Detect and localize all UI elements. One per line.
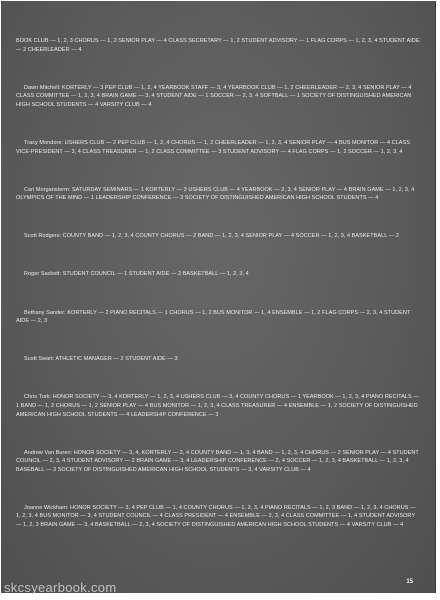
activity-text: HONOR SOCIETY — 3, 4, KORTERLY — 2, 4 COUNTY BAND — 1, 3, 4 BAND — 1, 2, 3, 4 CHORUS — 2 SENIOR PLAY — 4 STUDENT COUNCIL — 2, 3, 4 STUDENT ADVISORY — 2 BRAIN GAME — 3, 4 LEADERSHIP CONFERENCE — 2, 4 SOCCER — 1, 2, 3, 4 BASKETBALL — 1, 2, 3, 4 BASEBALL — 3 SOCIETY OF DISTINGUISHED AMERICAN HIGH SCHOOL STUDENTS — 3, 4 VARSITY CLUB — 4 [16,449,419,473]
student-name: Scott Swart: [24,356,55,363]
activity-entry [16,393,421,419]
activity-entry [16,84,421,110]
activity-text: USHERS CLUB — 2 PEP CLUB — 1, 2, 4 CHORUS — 1, 2 CHEERLEADER — 1, 2, 3, 4 SENIOR PLAY — 4 BUS MONITOR — 4 CLASS VICE-PRESIDENT — 3, 4 CLASS TREASURER — 1, 2 CLASS COMMITTEE — 3 STUDENT ADVISORY — 4 FLAG CORPS — 1, 2 SOCCER — 1, 2, 3, 4 [16,139,410,155]
activity-text: BOOK CLUB — 1, 2, 3 CHORUS — 1, 2 SENIOR PLAY — 4 CLASS SECRETARY — 1, 2 STUDENT ADVISORY — 1 FLAG CORPS — 1, 2, 3, 4 STUDENT AIDE — 2 CHEERLEADER — 4 [16,38,420,53]
activity-entry [16,270,421,279]
activity-text: KORTERLY — 2 PIANO RECITALS — 1 CHORUS — 1, 2 BUS MONITOR — 1, 4 ENSEMBLE — 1, 2 FLAG CORPS — 2, 3, 4 STUDENT AIDE — 2, 3 [16,309,411,325]
student-name: Bethany Sander: [24,309,66,316]
activity-text: HONOR SOCIETY — 3, 4 PEP CLUB — 1, 4 COUNTY CHORUS — 1, 2, 3, 4 PIANO RECITALS — 1, 2, 3 BAND — 1, 2, 3, 4 CHORUS — 1, 2, 3, 4 BUS MONITOR — 3, 4 STUDENT COUNCIL — 4 CLASS PRESIDENT — 4 ENSEMBLE — 2, 3, 4 CLASS COMMITTEE — 1, 4 STUDENT ADVISORY — 1, 2, 3 BRAIN GAME — 3, 4 BASKETBALL — 2, 3, 4 SOCIETY OF DISTINGUISHED AMERICAN HIGH SCHOOL STUDENTS — 4 VARSITY CLUB — 4 [16,504,416,529]
activity-entry [16,449,421,475]
activities-list [16,37,421,559]
page-number: 15 [406,579,413,585]
activity-entry [16,37,421,54]
activity-entry [16,186,421,203]
activity-text: ATHLETIC MANAGER — 2 STUDENT AIDE — 3 [55,356,178,363]
watermark: skcsyearbook.com [4,580,117,595]
student-name: Andrew Van Buren: [24,449,73,456]
activity-text: HONOR SOCIETY — 3, 4 KORTERLY — 1, 2, 3, 4 USHERS CLUB — 3, 4 COUNTY CHORUS — 1 YEARBOOK — 1, 2, 3, 4 PIANO RECITALS — 1 BAND — 1, 2 CHORUS — 1, 2 SENIOR PLAY — 4 BUS MONITOR — 1, 2, 3, 4 CLASS TREASURER — 4 ENSEMBLE — 1, 2 SOCIETY OF DISTINGUISHED AMERICAN HIGH SCHOOL STUDENTS — 4 LEADERSHIP CONFERENCE — 3 [16,394,419,418]
student-name: Carl Morgansterm: [24,186,71,193]
activity-entry [16,309,421,326]
student-name: Chris Turk: [24,394,52,401]
student-name: Tracy Mondore: [24,139,64,146]
activity-entry [16,232,421,241]
yearbook-page [1,1,436,593]
activity-entry [16,139,421,156]
activity-text: SATURDAY SEMINARS — 1 KORTERLY — 3 USHERS CLUB — 4 YEARBOOK — 2, 3, 4 SENIOR PLAY — 4 BRAIN GAME — 1, 2, 3, 4 OLYMPICS OF THE MIND — 1 LEADERSHIP CONFERENCE — 3 SOCIETY OF DISTINGUISHED AMERICAN HIGH SCHOOL STUDENTS — 4 [16,186,415,202]
student-name: Dawn Mitchell: [24,84,61,91]
activity-text: COUNTY BAND — 1, 2, 3, 4 COUNTY CHORUS — 2 BAND — 1, 2, 3, 4 SENIOR PLAY — 4 SOCCER — 1, 2, 3, 4 BASKETBALL — 2 [62,233,399,240]
activity-entry [16,355,421,364]
activity-text: KORTERLY — 3 PEP CLUB — 1, 2, 4 YEARBOOK STAFF — 3, 4 YEARBOOK CLUB — 1, 2 CHEERLEADER — 2, 3, 4 SENIOR PLAY — 4 CLASS COMMITTEE — 1, 2, 3, 4 BRAIN GAME — 3, 4 STUDENT AIDE — 1 SOCCER — 2, 3, 4 SOFTBALL — 1 SOCIETY OF DISTINGUISHED AMERICAN HIGH SCHOOL STUDENTS — 4 VARSITY CLUB — 4 [16,84,412,108]
student-name: Scott Rodgers: [24,233,62,240]
student-name: Joanne Wickham: [24,504,69,511]
student-name: Roger Sackett: [24,271,62,278]
activity-text: STUDENT COUNCIL — 1 STUDENT AIDE — 2 BASKETBALL — 1, 2, 3, 4 [62,271,249,278]
activity-entry [16,504,421,530]
